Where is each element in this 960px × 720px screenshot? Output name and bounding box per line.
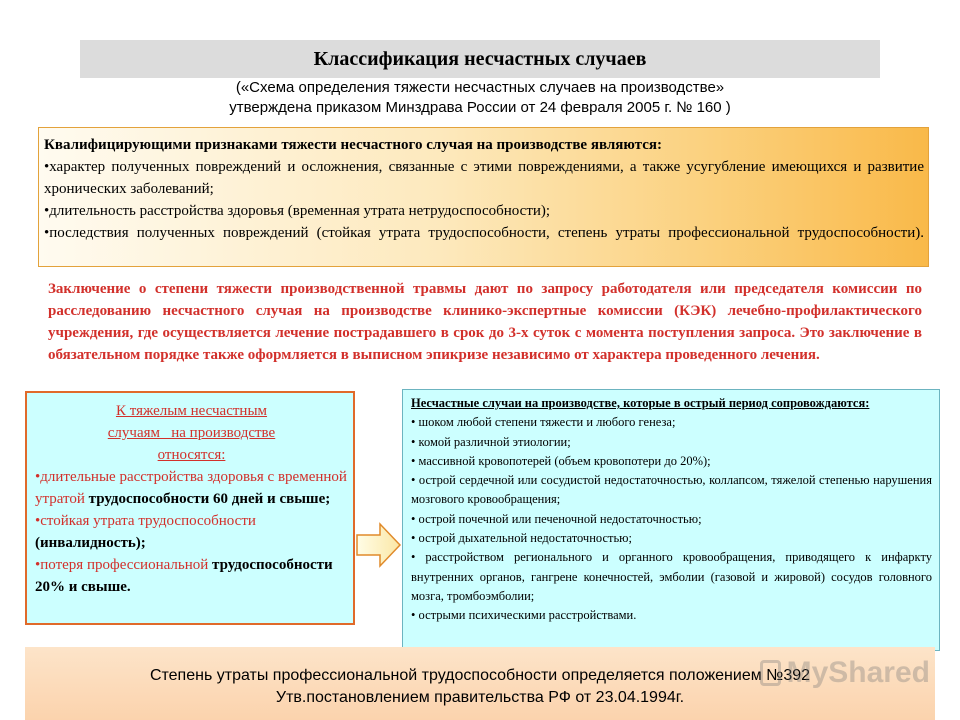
subtitle-line-1: («Схема определения тяжести несчастных случаев на производстве» [235,79,725,96]
qualifying-signs-box [38,127,929,267]
acute-item: • комой различной этиологии; [411,434,571,449]
acute-item: • массивной кровопотерей (объем кровопотери до 20%); [411,453,711,468]
qualifying-item: •последствия полученных повреждений (стойкая утрата трудоспособности, степень утраты профессиональной трудоспособности). [44,225,924,241]
footer-line-1: Степень утраты профессиональной трудоспособности определяется положением №392 [149,667,811,684]
severe-item-text: •стойкая утрата трудоспособности [35,513,256,529]
severe-item-bold: трудоспособности 60 дней и свыше; [88,491,331,507]
page-title-text: Классификация несчастных случаев [313,47,647,70]
subtitle-line-2: утверждена приказом Минздрава России от 24 февраля 2005 г. № 160 ) [229,99,731,116]
severe-item [35,466,348,510]
severe-item [35,554,348,598]
acute-item: • острой почечной или печеночной недостаточностью; [411,511,702,526]
severe-item-bold: (инвалидность); [35,535,146,551]
acute-item: • шоком любой степени тяжести и любого генеза; [411,415,676,430]
conclusion-paragraph: Заключение о степени тяжести производственной травмы дают по запросу работодателя или председателя комиссии по расследованию несчастного случая на производстве клинико-экспертные комиссии (КЭК) лечебно-профилактического учреждения, где осуществляется лечение пострадавшего в срок до 3-х суток с момента поступления запроса. Это заключение в обязательном порядке также оформляется в выписном эпикризе независимо от характера проведенного лечения. [48,281,922,363]
page-title [80,40,880,78]
watermark-icon [760,660,781,686]
qualifying-item: •характер полученных повреждений и осложнения, связанные с этими повреждениями, а также усугубление имеющихся и развитие хронических заболеваний; [44,159,924,197]
acute-period-box [402,389,940,651]
subtitle [60,78,900,118]
acute-item: • расстройством регионального и органного кровообращения, приводящего к инфаркту внутренних органов, гангрене конечностей, эмболии (газовой и жировой) сосудов головного мозга, тромбоэмболии; [411,550,932,603]
footer-line-2: Утв.постановлением правительства РФ от 23.04.1994г. [275,689,685,706]
watermark-logo [760,655,930,691]
severe-cases-box [25,391,355,625]
severe-heading-line: относятся: [157,447,226,463]
acute-item: • острой дыхательной недостаточностью; [411,531,632,546]
acute-heading: Несчастные случаи на производстве, которые в острый период сопровождаются: [411,396,870,410]
acute-item: • острыми психическими расстройствами. [411,608,637,623]
acute-item: • острой сердечной или сосудистой недостаточностью, коллапсом, тяжелой степенью нарушения мозгового кровообращения; [411,473,932,507]
severe-heading [35,400,348,466]
qualifying-item: •длительность расстройства здоровья (временная утрата нетрудоспособности); [44,203,551,219]
severe-item-text: •длительные расстройства здоровья с временной утратой [35,469,347,507]
severe-heading-line: случаям на производстве [107,425,276,441]
watermark-text: MyShared [786,656,930,689]
right-arrow-icon [356,522,401,568]
severe-item-bold: трудоспособности 20% и свыше. [35,557,333,595]
qualifying-heading: Квалифицирующими признаками тяжести несчастного случая на производстве являются: [44,137,662,153]
severe-item-text: •потеря профессиональной [35,557,213,573]
severe-heading-line: К тяжелым несчастным [115,403,268,419]
severe-item [35,510,348,554]
